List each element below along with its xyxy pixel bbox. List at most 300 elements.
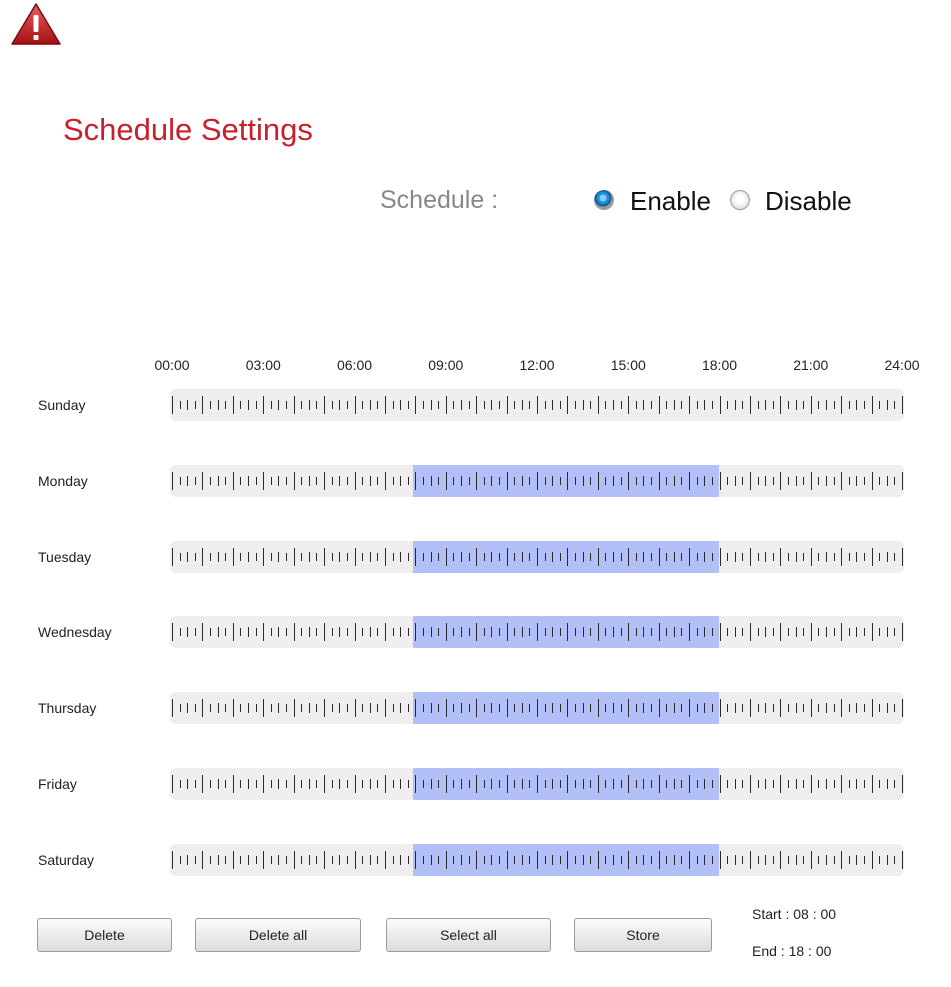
time-slot-tick [225,628,226,636]
time-slot-tick [438,628,439,636]
time-slot-tick [826,476,827,486]
time-slot-tick [393,628,394,636]
time-slot-tick [879,628,880,636]
time-slot-tick [780,851,781,869]
time-slot-tick [811,851,812,869]
time-slot-tick [324,396,325,414]
time-slot-tick [514,477,515,485]
time-slot-tick [636,780,637,788]
time-slot-tick [902,775,903,793]
time-slot-tick [765,476,766,486]
time-slot-tick [636,856,637,864]
time-slot-tick [240,856,241,864]
time-slot-tick [370,476,371,486]
time-slot-tick [491,779,492,789]
time-slot-tick [233,699,234,717]
schedule-enable-radio[interactable] [594,190,614,210]
time-slot-tick [438,553,439,561]
time-slot-tick [507,472,508,490]
time-slot-tick [355,396,356,414]
time-slot-tick [248,855,249,865]
time-slot-tick [385,851,386,869]
time-slot-tick [834,477,835,485]
time-slot-tick [355,851,356,869]
time-slot-tick [643,552,644,562]
time-slot-tick [818,628,819,636]
time-slot-tick [727,401,728,409]
time-slot-tick [507,699,508,717]
time-slot-tick [621,628,622,636]
time-slot-tick [567,548,568,566]
time-slot-tick [560,553,561,561]
time-slot-tick [385,623,386,641]
time-slot-tick [438,477,439,485]
time-slot-tick [195,780,196,788]
time-slot-tick [621,477,622,485]
time-slot-tick [712,628,713,636]
time-slot-tick [461,552,462,562]
time-slot-tick [385,699,386,717]
time-slot-tick [636,477,637,485]
time-slot-tick [385,472,386,490]
time-slot-tick [271,704,272,712]
time-slot-tick [476,851,477,869]
time-slot-tick [712,401,713,409]
time-slot-tick [560,704,561,712]
time-slot-tick [522,779,523,789]
time-slot-tick [689,775,690,793]
time-slot-tick [674,703,675,713]
time-slot-tick [659,851,660,869]
time-slot-tick [902,396,903,414]
time-slot-tick [735,552,736,562]
time-slot-tick [210,401,211,409]
time-slot-tick [210,856,211,864]
time-slot-tick [408,477,409,485]
time-slot-tick [499,401,500,409]
time-slot-tick [446,775,447,793]
time-slot-tick [233,396,234,414]
time-slot-tick [765,703,766,713]
time-slot-tick [263,472,264,490]
schedule-enable-label[interactable]: Enable [630,186,711,216]
time-slot-tick [697,704,698,712]
time-slot-tick [423,628,424,636]
time-slot-tick [567,851,568,869]
time-slot-tick [332,856,333,864]
time-slot-tick [894,628,895,636]
time-slot-tick [765,627,766,637]
time-slot-tick [613,627,614,637]
time-slot-tick [476,623,477,641]
time-slot-tick [887,552,888,562]
time-slot-tick [712,856,713,864]
time-slot-tick [750,548,751,566]
time-slot-tick [621,704,622,712]
time-slot-tick [309,400,310,410]
time-slot-tick [689,472,690,490]
time-slot-tick [408,856,409,864]
time-slot-tick [651,401,652,409]
time-slot-tick [605,704,606,712]
select-all-button[interactable]: Select all [386,918,551,952]
time-slot-tick [499,780,500,788]
time-slot-tick [210,780,211,788]
time-slot-tick [902,623,903,641]
time-slot-tick [567,396,568,414]
time-slot-tick [499,704,500,712]
time-slot-tick [659,472,660,490]
time-slot-tick [195,477,196,485]
time-slot-tick [529,401,530,409]
time-slot-tick [393,477,394,485]
time-slot-tick [681,628,682,636]
time-slot-tick [294,851,295,869]
time-slot-tick [605,628,606,636]
time-slot-tick [704,552,705,562]
time-slot-tick [187,400,188,410]
time-slot-tick [628,548,629,566]
time-slot-tick [507,396,508,414]
time-slot-tick [834,780,835,788]
time-slot-tick [271,477,272,485]
time-slot-tick [560,780,561,788]
time-slot-tick [172,623,173,641]
time-slot-tick [796,779,797,789]
day-schedule-track[interactable] [170,844,904,876]
time-slot-tick [803,553,804,561]
time-slot-tick [735,476,736,486]
time-slot-tick [339,552,340,562]
time-slot-tick [233,851,234,869]
time-slot-tick [431,476,432,486]
time-slot-tick [248,627,249,637]
time-slot-tick [370,627,371,637]
time-slot-tick [248,703,249,713]
day-schedule-track[interactable] [170,541,904,573]
time-slot-tick [545,553,546,561]
time-slot-tick [872,851,873,869]
time-slot-tick [355,472,356,490]
time-slot-tick [598,396,599,414]
time-slot-tick [605,856,606,864]
time-slot-tick [773,628,774,636]
time-slot-tick [750,623,751,641]
time-slot-tick [180,553,181,561]
time-slot-tick [788,628,789,636]
time-slot-tick [187,855,188,865]
time-slot-tick [332,628,333,636]
time-slot-tick [856,855,857,865]
day-label: Saturday [38,852,95,868]
time-slot-tick [240,704,241,712]
time-slot-tick [225,780,226,788]
time-slot-tick [796,476,797,486]
time-slot-tick [187,476,188,486]
time-slot-tick [172,472,173,490]
time-slot-tick [849,401,850,409]
time-slot-tick [453,477,454,485]
time-slot-tick [796,627,797,637]
time-slot-tick [377,401,378,409]
time-slot-tick [628,699,629,717]
time-slot-tick [902,699,903,717]
time-slot-tick [788,780,789,788]
time-slot-tick [286,780,287,788]
time-slot-tick [834,401,835,409]
time-slot-tick [355,699,356,717]
time-slot-tick [400,400,401,410]
time-slot-tick [659,548,660,566]
time-slot-tick [674,476,675,486]
time-slot-tick [689,548,690,566]
day-label: Sunday [38,397,86,413]
time-slot-tick [636,401,637,409]
time-slot-tick [567,623,568,641]
time-slot-tick [856,779,857,789]
time-slot-tick [370,552,371,562]
time-slot-tick [332,780,333,788]
time-slot-tick [476,548,477,566]
time-slot-tick [362,401,363,409]
schedule-disable-radio[interactable] [730,190,750,210]
time-slot-tick [309,779,310,789]
time-slot-tick [811,699,812,717]
time-slot-tick [408,553,409,561]
time-slot-tick [872,699,873,717]
time-slot-tick [773,553,774,561]
time-slot-tick [408,628,409,636]
time-slot-tick [507,623,508,641]
time-slot-tick [537,775,538,793]
time-slot-tick [879,704,880,712]
time-slot-tick [590,856,591,864]
time-slot-tick [545,477,546,485]
time-slot-tick [575,553,576,561]
time-slot-tick [720,851,721,869]
time-slot-tick [856,703,857,713]
time-slot-tick [446,623,447,641]
time-slot-tick [347,477,348,485]
time-slot-tick [484,553,485,561]
time-slot-tick [758,704,759,712]
delete-all-button[interactable]: Delete all [195,918,361,952]
time-slot-tick [788,553,789,561]
schedule-label: Schedule : [380,186,499,214]
time-slot-tick [362,856,363,864]
time-slot-tick [180,856,181,864]
time-slot-tick [339,703,340,713]
time-slot-tick [803,628,804,636]
time-slot-tick [286,553,287,561]
delete-button[interactable]: Delete [37,918,172,952]
time-slot-tick [347,553,348,561]
time-slot-tick [803,780,804,788]
time-slot-tick [879,477,880,485]
time-slot-tick [720,623,721,641]
time-slot-tick [826,779,827,789]
time-slot-tick [598,548,599,566]
time-slot-tick [438,780,439,788]
time-slot-tick [818,401,819,409]
time-slot-tick [210,704,211,712]
time-slot-tick [841,396,842,414]
time-slot-tick [248,552,249,562]
time-slot-tick [575,856,576,864]
time-slot-tick [697,628,698,636]
time-slot-tick [529,628,530,636]
time-slot-tick [271,401,272,409]
time-slot-tick [393,780,394,788]
time-slot-tick [742,704,743,712]
time-slot-tick [400,703,401,713]
time-slot-tick [218,552,219,562]
time-slot-tick [453,704,454,712]
time-slot-tick [864,704,865,712]
time-slot-tick [431,400,432,410]
time-slot-tick [583,400,584,410]
hour-label: 21:00 [793,357,829,373]
time-slot-tick [613,552,614,562]
time-slot-tick [461,855,462,865]
time-slot-tick [271,856,272,864]
time-slot-tick [872,775,873,793]
time-slot-tick [765,779,766,789]
time-slot-tick [750,851,751,869]
time-slot-tick [780,775,781,793]
time-slot-tick [590,401,591,409]
time-slot-tick [484,628,485,636]
time-slot-tick [491,400,492,410]
time-slot-tick [187,627,188,637]
schedule-disable-label[interactable]: Disable [765,186,852,216]
day-schedule-track[interactable] [170,692,904,724]
time-slot-tick [210,553,211,561]
time-slot-tick [294,623,295,641]
time-slot-tick [552,703,553,713]
time-slot-tick [347,780,348,788]
time-slot-tick [256,553,257,561]
time-slot-tick [195,553,196,561]
time-slot-tick [423,553,424,561]
time-slot-tick [240,401,241,409]
time-slot-tick [423,856,424,864]
time-slot-tick [643,779,644,789]
time-slot-tick [491,552,492,562]
time-slot-tick [476,699,477,717]
time-slot-tick [415,699,416,717]
time-slot-tick [750,472,751,490]
time-slot-tick [887,400,888,410]
time-slot-tick [712,780,713,788]
time-slot-tick [400,552,401,562]
day-schedule-track[interactable] [170,389,904,421]
time-slot-tick [773,704,774,712]
time-slot-tick [758,477,759,485]
time-slot-tick [271,553,272,561]
time-slot-tick [286,401,287,409]
time-slot-tick [796,703,797,713]
time-slot-tick [613,703,614,713]
time-slot-tick [431,552,432,562]
time-slot-tick [841,623,842,641]
day-label: Wednesday [38,624,112,640]
time-slot-tick [362,477,363,485]
time-slot-tick [666,401,667,409]
time-slot-tick [872,472,873,490]
time-slot-tick [218,627,219,637]
time-slot-tick [841,699,842,717]
time-slot-tick [453,401,454,409]
time-slot-tick [393,401,394,409]
time-slot-tick [529,780,530,788]
time-slot-tick [210,477,211,485]
time-slot-tick [225,856,226,864]
time-slot-tick [567,775,568,793]
time-slot-tick [240,628,241,636]
day-schedule-track[interactable] [170,465,904,497]
day-label: Thursday [38,700,97,716]
time-slot-tick [849,477,850,485]
time-slot-tick [469,704,470,712]
time-slot-tick [605,553,606,561]
time-slot-tick [681,856,682,864]
time-slot-tick [431,855,432,865]
time-slot-tick [750,775,751,793]
time-slot-tick [248,400,249,410]
time-slot-tick [613,779,614,789]
time-slot-tick [681,704,682,712]
hour-label: 06:00 [336,357,373,373]
time-slot-tick [180,477,181,485]
time-slot-tick [415,851,416,869]
time-slot-tick [727,856,728,864]
store-button[interactable]: Store [574,918,712,952]
time-slot-tick [476,472,477,490]
time-slot-tick [172,396,173,414]
time-slot-tick [879,401,880,409]
time-slot-tick [621,553,622,561]
time-slot-tick [864,477,865,485]
time-slot-tick [256,628,257,636]
time-slot-tick [758,553,759,561]
time-slot-tick [278,627,279,637]
time-slot-tick [773,401,774,409]
time-slot-tick [758,401,759,409]
time-slot-tick [218,779,219,789]
time-slot-tick [590,780,591,788]
time-slot-tick [735,779,736,789]
time-slot-tick [834,628,835,636]
time-slot-tick [742,628,743,636]
time-slot-tick [263,851,264,869]
time-slot-tick [674,855,675,865]
time-slot-tick [514,628,515,636]
time-slot-tick [347,704,348,712]
time-slot-tick [742,553,743,561]
day-schedule-track[interactable] [170,768,904,800]
hour-label: 09:00 [428,357,464,373]
time-slot-tick [423,477,424,485]
time-slot-tick [446,396,447,414]
time-slot-tick [278,703,279,713]
time-slot-tick [628,775,629,793]
day-schedule-track[interactable] [170,616,904,648]
time-slot-tick [621,856,622,864]
time-slot-tick [385,548,386,566]
time-slot-tick [339,855,340,865]
day-label: Friday [38,776,77,792]
